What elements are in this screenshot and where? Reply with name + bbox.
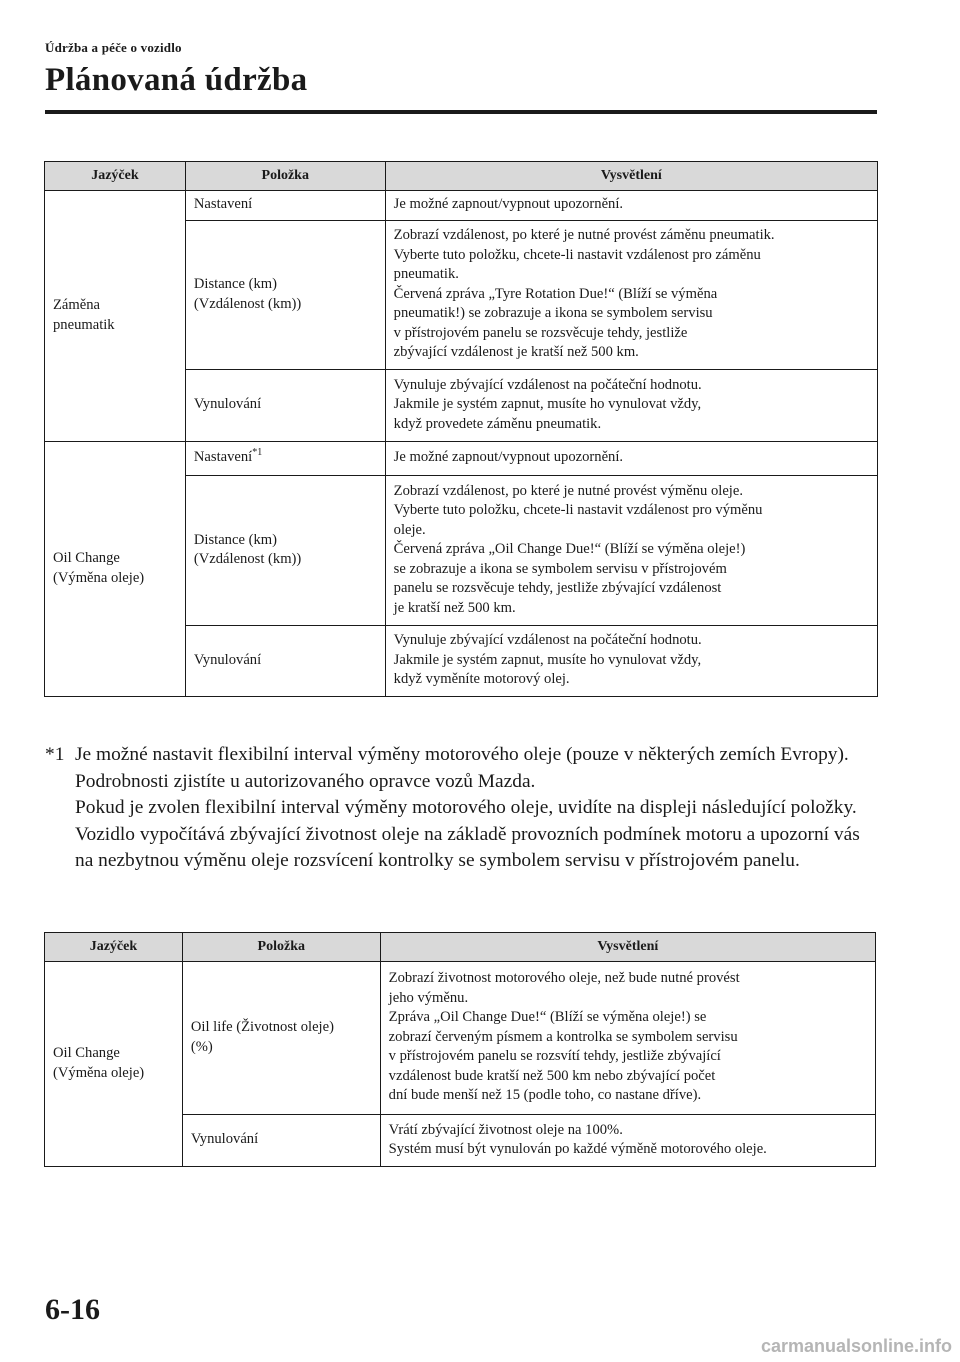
explanation-text: Zobrazí vzdálenost, po které je nutné provést záměnu pneumatik. Vyberte tuto položku, chcete-li nastavit vzdálenost pro záměnu pneumatik. Červená zpráva „Tyre Rotation Due!“ (Blíží se výměna pneumatik!) se zobrazuje a ikona se symbolem servisu v přístrojovém panelu se rozsvěcuje tehdy, jestliže zbývající vzdálenost je kratší než 500 km.	[393, 227, 775, 361]
item-cell	[185, 221, 385, 370]
explanation-cell	[380, 962, 875, 1115]
tab-cell	[45, 442, 186, 697]
item-cell	[182, 1115, 380, 1167]
explanation-cell	[385, 191, 877, 221]
table-row	[45, 442, 878, 476]
item-name: Vynulování	[193, 651, 262, 668]
explanation-text: Vynuluje zbývající vzdálenost na počáteční hodnotu. Jakmile je systém zapnut, musíte ho vynulovat vždy, když vyměníte motorový olej.	[393, 632, 702, 688]
explanation-cell	[385, 370, 877, 442]
footnote-mark: *1	[45, 744, 65, 765]
item-name: Nastavení	[193, 196, 253, 213]
maintenance-table-1	[44, 161, 878, 697]
tab-name: Oil Change (Výměna oleje)	[53, 1045, 145, 1081]
column-header-explanation: Vysvětlení	[380, 933, 875, 962]
table-header-row	[45, 162, 878, 191]
item-cell	[182, 962, 380, 1115]
item-name: Oil life (Životnost oleje) (%)	[190, 1019, 334, 1055]
item-cell	[185, 476, 385, 626]
item-name: Distance (km) (Vzdálenost (km))	[193, 531, 302, 567]
column-header-tab: Jazýček	[45, 162, 186, 191]
table-row	[45, 962, 876, 1115]
tab-name: Záměna pneumatik	[53, 297, 115, 333]
footnote-text-continued: Pokud je zvolen flexibilní interval výměny motorového oleje, uvidíte na displeji následující položky. Vozidlo vypočítává zbývající životnost oleje na základě provozních podmínek motoru a upozorní vás na nezbytnou výměnu oleje rozsvícení kontrolky se symbolem servisu v přístrojovém panelu.	[75, 797, 860, 872]
explanation-text: Je možné zapnout/vypnout upozornění.	[393, 449, 624, 466]
watermark: carmanualsonline.info	[760, 1336, 952, 1356]
column-header-item: Položka	[185, 162, 385, 191]
column-header-explanation: Vysvětlení	[385, 162, 877, 191]
tab-cell	[45, 962, 183, 1167]
explanation-cell	[385, 221, 877, 370]
item-name: Nastavení	[193, 449, 253, 466]
footnote-text: Je možné nastavit flexibilní interval výměny motorového oleje (pouze v některých zemích Evropy). Podrobnosti zjistíte u autorizovaného opravce vozů Mazda.	[75, 744, 849, 792]
tab-name: Oil Change (Výměna oleje)	[53, 550, 145, 586]
explanation-cell	[385, 626, 877, 697]
item-name: Distance (km) (Vzdálenost (km))	[193, 276, 302, 312]
item-cell	[185, 626, 385, 697]
title-rule	[45, 110, 877, 114]
explanation-text: Je možné zapnout/vypnout upozornění.	[393, 196, 624, 213]
column-header-item: Položka	[182, 933, 380, 962]
maintenance-table-2	[44, 932, 876, 1167]
explanation-text: Vynuluje zbývající vzdálenost na počáteční hodnotu. Jakmile je systém zapnut, musíte ho vynulovat vždy, když provedete záměnu pneumatik.	[393, 376, 702, 432]
item-cell	[185, 370, 385, 442]
table-row	[45, 191, 878, 221]
page-number: 6-16	[45, 1293, 100, 1326]
tab-cell	[45, 191, 186, 442]
explanation-text: Zobrazí životnost motorového oleje, než bude nutné provést jeho výměnu. Zpráva „Oil Change Due!“ (Blíží se výměna oleje!) se zobrazí červeným písmem a kontrolka se symbolem servisu v přístrojovém panelu se rozsvítí tehdy, jestliže zbývající vzdálenost bude kratší než 500 km nebo zbývající počet dní bude menší než 15 (podle toho, co nastane dříve).	[388, 970, 740, 1104]
table-header-row	[45, 933, 876, 962]
explanation-text: Zobrazí vzdálenost, po které je nutné provést výměnu oleje. Vyberte tuto položku, chcete-li nastavit vzdálenost pro výměnu oleje. Červená zpráva „Oil Change Due!“ (Blíží se výměna oleje!) se zobrazuje a ikona se symbolem servisu v přístrojovém panelu se rozsvěcuje tehdy, jestliže zbývající vzdálenost je kratší než 500 km.	[393, 482, 763, 616]
item-name: Vynulování	[190, 1131, 259, 1148]
page-title: Plánovaná údržba	[45, 62, 308, 98]
column-header-tab: Jazýček	[45, 933, 183, 962]
footnote-ref: *1	[252, 447, 263, 459]
item-name: Vynulování	[193, 396, 262, 413]
item-cell	[185, 442, 385, 476]
section-label: Údržba a péče o vozidlo	[45, 40, 182, 55]
footnote	[45, 742, 880, 875]
item-cell	[185, 191, 385, 221]
explanation-cell	[385, 442, 877, 476]
explanation-cell	[385, 476, 877, 626]
explanation-text: Vrátí zbývající životnost oleje na 100%. Systém musí být vynulován po každé výměně motorového oleje.	[388, 1121, 767, 1157]
explanation-cell	[380, 1115, 875, 1167]
